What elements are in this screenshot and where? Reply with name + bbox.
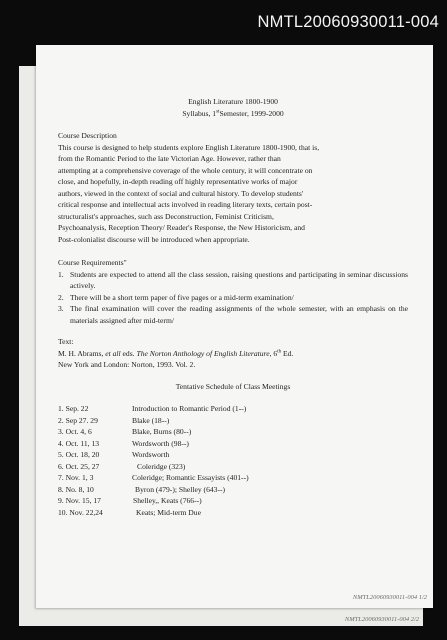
schedule-topic: Introduction to Romantic Period (1--) <box>132 404 247 413</box>
text-book-title: The Norton Anthology of English Literature, <box>136 348 272 358</box>
schedule-row <box>58 415 408 427</box>
text-edition-suffix: Ed. <box>281 348 294 358</box>
description-line: authors, viewed in the context of social and cultural history. To develop students' <box>58 188 304 198</box>
document-title: English Literature 1800-1900 <box>188 97 278 106</box>
schedule-topic: Coleridge; Romantic Essayists (401--) <box>132 473 249 482</box>
schedule-list <box>58 403 408 518</box>
description-line: Psychoanalysis, Reception Theory/ Reader's Response, the New Historicism, and <box>58 223 305 232</box>
course-description-heading: Course Description <box>58 131 117 140</box>
schedule-topic: Wordsworth (98--) <box>132 438 189 448</box>
schedule-date: 8. No. 8, 10 <box>58 484 94 494</box>
schedule-topic: Blake, Burns (80--) <box>132 427 192 436</box>
schedule-row <box>58 484 408 496</box>
schedule-topic: Wordsworth <box>132 450 170 459</box>
schedule-date: 3. Oct. 4, 6 <box>58 427 92 436</box>
schedule-row <box>58 426 408 438</box>
schedule-row <box>58 403 408 415</box>
requirement-text: There will be a short term paper of five pages or a mid-term examination/ <box>70 292 294 302</box>
archive-id-label: NMTL20060930011-004 <box>257 13 439 31</box>
schedule-row <box>58 495 408 507</box>
requirement-item <box>58 292 408 304</box>
schedule-topic: Byron (479-); Shelley (643--) <box>135 484 226 494</box>
text-reference-line2: New York and London: Norton, 1993. Vol. 2. <box>58 360 196 369</box>
text-etal: et all <box>105 348 121 358</box>
schedule-date: 4. Oct. 11, 13 <box>58 438 100 448</box>
requirements-list <box>58 269 408 327</box>
schedule-topic: Keats; Mid-term Due <box>136 507 201 517</box>
description-line: structuralist's approaches, such ass Deconstruction, Feminist Criticism, <box>58 211 274 221</box>
schedule-date: 5. Oct. 18, 20 <box>58 450 100 459</box>
schedule-row <box>58 438 408 450</box>
syllabus-content <box>58 96 408 518</box>
description-line: This course is designed to help students explore English Literature 1800-1900, that is, <box>58 142 320 152</box>
schedule-row <box>58 461 408 473</box>
subtitle-superscript: st <box>216 108 220 114</box>
schedule-date: 6. Oct. 25, 27 <box>58 461 100 471</box>
subtitle-prefix: Syllabus, 1 <box>182 108 217 118</box>
schedule-title: Tentative Schedule of Class Meetings <box>175 381 291 391</box>
description-line: critical response and intellectual acts involved in reading literary texts, certain post- <box>58 200 313 209</box>
back-page-handwritten-note: NMTL20060930011-004 2/2 <box>344 616 419 623</box>
requirement-item <box>58 269 408 292</box>
schedule-date: 10. Nov. 22,24 <box>58 507 103 517</box>
text-heading: Text: <box>58 337 74 346</box>
requirement-number: 2. <box>58 292 64 302</box>
requirement-text: Students are expected to attend all the class session, raising questions and participating in seminar discussions actively. <box>70 269 408 290</box>
description-line: attempting at a comprehensive coverage of the whole century, it will concentrate on <box>58 165 313 175</box>
schedule-date: 2. Sep 27. 29 <box>58 415 98 425</box>
schedule-topic: Coleridge (323) <box>137 461 186 471</box>
text-edition-superscript: th <box>277 348 282 354</box>
requirement-number: 3. <box>58 304 64 313</box>
text-edition-number: 6 <box>271 348 278 358</box>
subtitle-suffix: Semester, 1999-2000 <box>219 108 284 118</box>
course-description-paragraph <box>58 142 408 246</box>
schedule-row <box>58 507 408 519</box>
text-author: M. H. Abrams, <box>58 348 106 358</box>
requirement-number: 1. <box>58 269 64 279</box>
schedule-date: 1. Sep. 22 <box>58 404 89 413</box>
schedule-topic: Shelley,, Keats (766--) <box>133 496 202 505</box>
description-line: close, and hopefully, in-depth reading off highly representative works of major <box>58 177 298 186</box>
description-line: Post-colonialist discourse will be introduced when appropriate. <box>58 234 250 244</box>
schedule-date: 7. Nov. 1, 3 <box>58 473 94 482</box>
text-reference-line1 <box>58 348 408 360</box>
requirement-text: The final examination will cover the reading assignments of the whole semester, with an emphasis on the materials assigned after mid-term/ <box>70 304 408 325</box>
schedule-topic: Blake (18--) <box>132 415 170 425</box>
course-requirements-heading: Course Requirements" <box>58 258 127 267</box>
description-line: from the Romantic Period to the late Victorian Age. However, rather than <box>58 154 281 163</box>
text-eds: eds. <box>120 348 137 358</box>
requirement-item <box>58 303 408 326</box>
schedule-row <box>58 472 408 484</box>
document-subtitle <box>58 108 408 120</box>
front-page-handwritten-note: NMTL20060930011-004 1/2 <box>352 594 427 601</box>
schedule-date: 9. Nov. 15, 17 <box>58 496 101 505</box>
schedule-row <box>58 449 408 461</box>
